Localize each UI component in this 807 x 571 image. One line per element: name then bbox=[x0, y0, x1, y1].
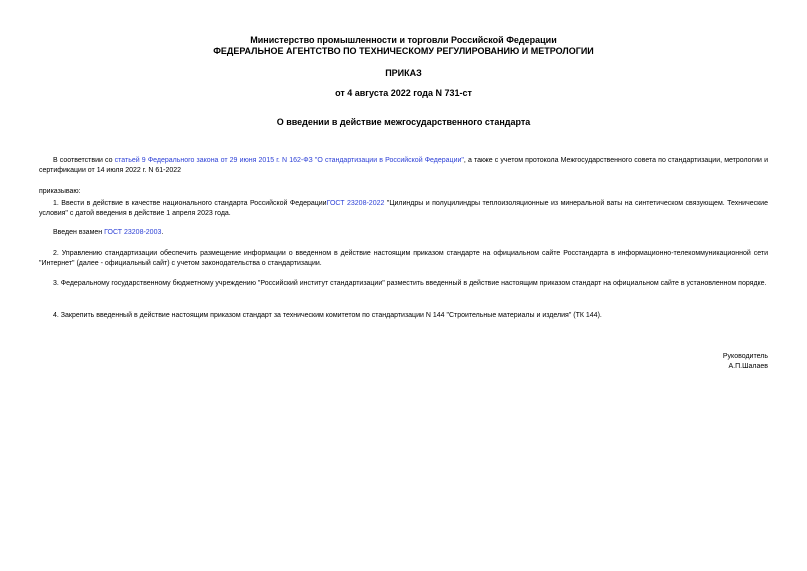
replaced-standard-paragraph bbox=[39, 228, 768, 238]
item-1-text-end: "Цилиндры и полуцилиндры теплоизоляционные из минеральной ваты на синтетическом связующем. Технические условия" с датой введения в действие 1 апреля 2023 года. bbox=[39, 200, 768, 217]
item-1-paragraph bbox=[39, 199, 768, 219]
signature-name: А.П.Шалаев bbox=[728, 363, 768, 370]
item-1-text-start: 1. Ввести в действие в качестве национального стандарта Российской Федерации bbox=[53, 200, 327, 207]
replaced-text-end: . bbox=[161, 229, 164, 236]
gost-2022-link[interactable]: ГОСТ 23208-2022 bbox=[326, 200, 385, 207]
preamble-text-end: , а также с учетом протокола Межгосударственного совета по стандартизации, метрологии и сертификации от 14 июля 2022 г. N 61-2022 bbox=[39, 157, 768, 174]
item-2-paragraph: 2. Управлению стандартизации обеспечить размещение информации о введенном в действие настоящим приказом стандарте на официальном сайте Росстандарта в информационно-телекоммуникационной сети "Интернет" (далее - официальный сайт) с учетом законодательства о стандартизации. bbox=[39, 250, 768, 267]
ministry-name: Министерство промышленности и торговли Российской Федерации bbox=[250, 35, 557, 45]
preamble-text-start: В соответствии со bbox=[53, 157, 115, 164]
item-4-paragraph: 4. Закрепить введенный в действие настоящим приказом стандарт за техническим комитетом по стандартизации N 144 "Строительные материалы и изделия" (ТК 144). bbox=[53, 312, 602, 319]
gost-2003-link[interactable]: ГОСТ 23208-2003 bbox=[104, 229, 162, 236]
document-date-number: от 4 августа 2022 года N 731-ст bbox=[335, 88, 472, 98]
document-subject: О введении в действие межгосударственного стандарта bbox=[276, 117, 531, 127]
document-type: ПРИКАЗ bbox=[385, 68, 422, 78]
order-word: приказываю: bbox=[39, 188, 81, 195]
agency-name: ФЕДЕРАЛЬНОЕ АГЕНТСТВО ПО ТЕХНИЧЕСКОМУ РЕГУЛИРОВАНИЮ И МЕТРОЛОГИИ bbox=[213, 46, 594, 56]
item-3-paragraph: 3. Федеральному государственному бюджетному учреждению "Российский институт стандартизации" разместить введенный в действие настоящим приказом стандарт на официальном сайте в установленном порядке. bbox=[53, 280, 767, 287]
federal-law-link[interactable]: статьей 9 Федерального закона от 29 июня 2015 г. N 162-ФЗ "О стандартизации в Российской Федерации" bbox=[114, 157, 464, 164]
signature-title: Руководитель bbox=[722, 353, 768, 360]
preamble-paragraph bbox=[39, 156, 768, 176]
replaced-text-start: Введен взамен bbox=[53, 229, 105, 236]
